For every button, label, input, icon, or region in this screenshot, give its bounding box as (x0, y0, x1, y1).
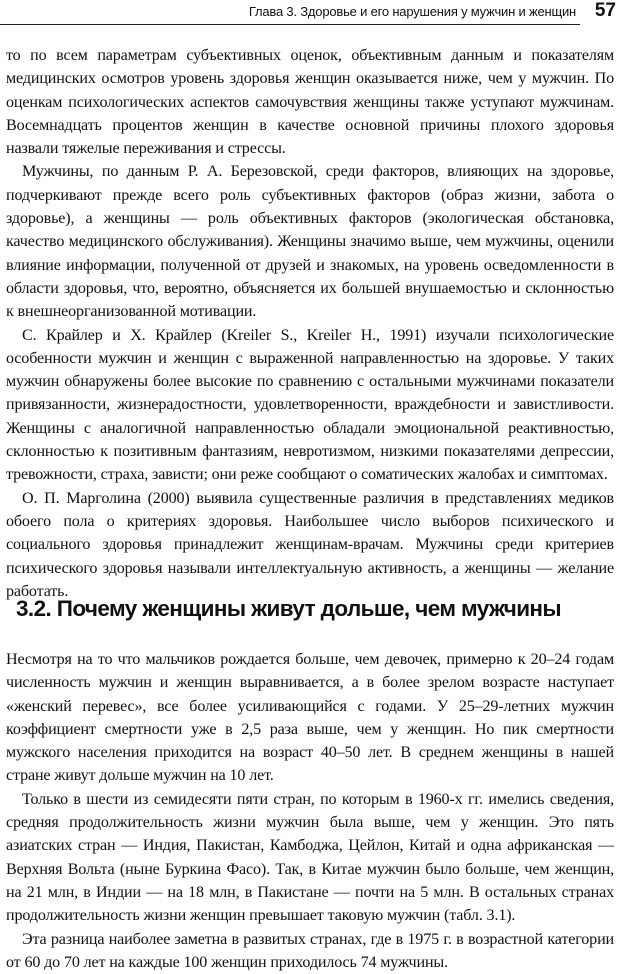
text-block-before-section (6, 44, 614, 603)
paragraph-developed-countries: Эта разница наиболее заметна в развитых странах, где в 1975 г. в возрастной категории от 60 до 70 лет на каждые 100 женщин приходилось 74 мужчины. (6, 930, 614, 971)
paragraph-countries: Только в шести из семидесяти пяти стран, по которым в 1960-х гг. имелись сведения, средняя продолжительность жизни мужчин была выше, чем у женщин. Это пять азиатских стран — Индия, Пакистан, Камбоджа, Цейлон, Китай и одна африканская — Верхняя Вольта (ныне Буркина Фасо). Так, в Китае мужчин было больше, чем женщин, на 21 млн, в Индии — на 18 млн, в Пакистане — почти на 5 млн. В остальных странах продолжительность жизни женщин превышает таковую мужчин (табл. 3.1). (6, 790, 614, 925)
header-rule (0, 24, 580, 25)
paragraph-kreiler: С. Крайлер и Х. Крайлер (Kreiler S., Kreiler H., 1991) изучали психологические особенности мужчин и женщин с выраженной направленностью на здоровье. У таких мужчин обнаружены более высокие по сравнению с остальными мужчинами показатели привязанности, жизнерадостности, удовлетворенности, враждебности и завистливости. Женщины с аналогичной направленностью обладали эмоциональной реактивностью, склонностью к позитивным фантазиям, невротизмом, низкими показателями депрессии, тревожности, страха, зависти; они реже сообщают о соматических жалобах и симптомах. (6, 326, 614, 484)
paragraph-berezovskaya: Мужчины, по данным Р. А. Березовской, среди факторов, влияющих на здоровье, подчеркивают прежде всего роль субъективных факторов (образ жизни, забота о здоровье), а женщины — роль объективных факторов (экологическая обстановка, качество медицинского обслуживания). Женщины значимо выше, чем мужчины, оценили влияние информации, полученной от друзей и знакомых, на уровень осведомленности в области здоровья, что, вероятно, объясняется их большей внушаемостью и склонностью к внешнеорганизованной мотивации. (6, 163, 614, 321)
paragraph-population: Несмотря на то что мальчиков рождается больше, чем девочек, примерно к 20–24 годам численность мужчин и женщин выравнивается, а в более зрелом возрасте наступает «женский перевес», все более усиливающийся с годами. У 25–29-летних мужчин коэффициент смертности уже в 2,5 раза выше, чем у женщин. Но пик смертности мужского населения приходится на возраст 40–50 лет. В среднем женщины в нашей стране живут дольше мужчин на 10 лет. (6, 651, 614, 785)
text-block-section (6, 648, 614, 974)
paragraph-margolina: О. П. Марголина (2000) выявила существенные различия в представлениях медиков обоего пола о критериях здоровья. Наибольшее число выборов психического и социального здоровья принадлежит женщинам-врачам. Мужчины среди критериев психического здоровья называли интеллектуальную активность, а женщины — желание работать. (6, 489, 614, 600)
running-header (0, 0, 620, 30)
section-heading: 3.2. Почему женщины живут дольше, чем мужчины (16, 596, 562, 621)
page-number: 57 (594, 0, 616, 21)
running-title: Глава 3. Здоровье и его нарушения у мужчин и женщин (248, 4, 576, 19)
paragraph-continuation: то по всем параметрам субъективных оценок, объективным данным и показателям медицинских осмотров уровень здоровья женщин оказывается ниже, чем у мужчин. По оценкам психологических аспектов самочувствия женщины также уступают мужчинам. Восемнадцать процентов женщин в качестве основной причины плохого здоровья назвали тяжелые переживания и стрессы. (6, 47, 614, 158)
